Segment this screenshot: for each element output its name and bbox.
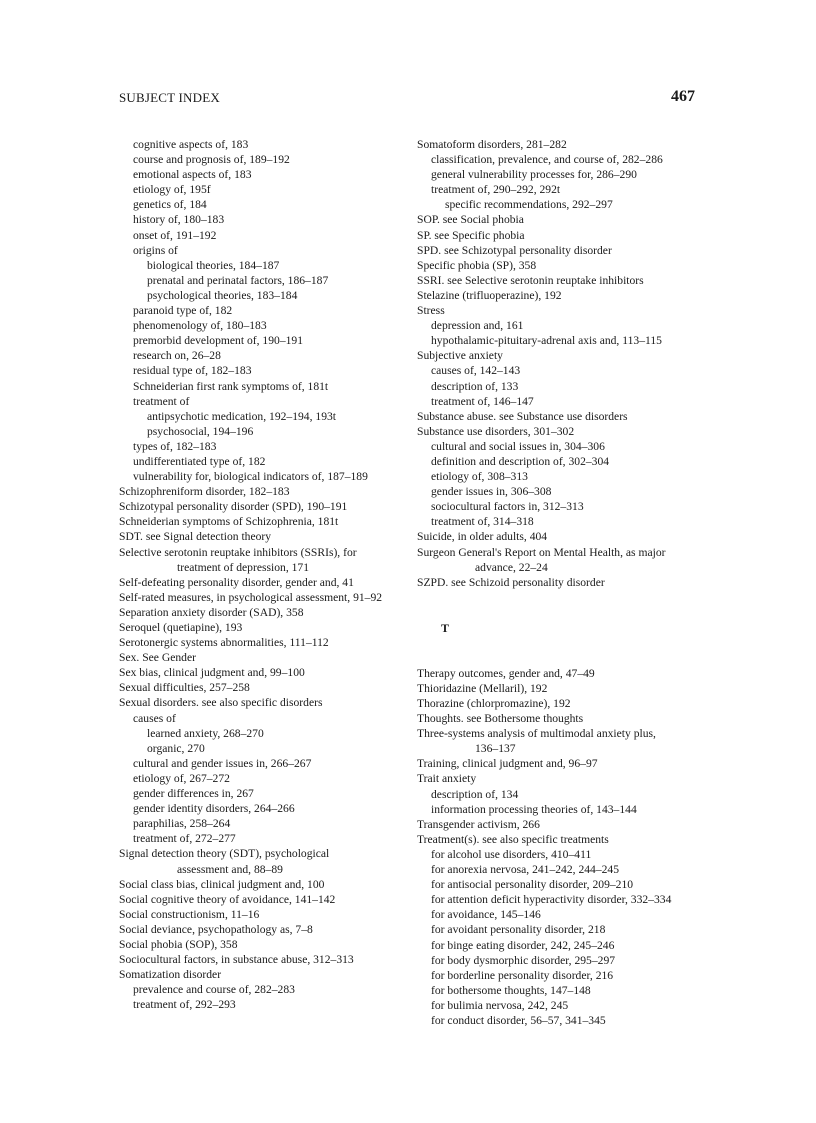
index-subentry: phenomenology of, 180–183 bbox=[133, 319, 267, 333]
index-entry: Social deviance, psychopathology as, 7–8 bbox=[119, 922, 313, 936]
index-subentry: description of, 133 bbox=[431, 379, 519, 393]
index-entry: Sex bias, clinical judgment and, 99–100 bbox=[119, 666, 305, 680]
index-entry: Stress bbox=[417, 304, 445, 318]
index-entry-continuation: advance, 22–24 bbox=[475, 560, 548, 574]
index-entry: Schizotypal personality disorder (SPD), 190–191 bbox=[119, 500, 348, 514]
index-subentry: for binge eating disorder, 242, 245–246 bbox=[431, 938, 615, 952]
running-head: SUBJECT INDEX bbox=[119, 90, 220, 105]
index-subentry: etiology of, 308–313 bbox=[431, 470, 528, 484]
index-entry: SPD. see Schizotypal personality disorder bbox=[417, 243, 612, 257]
index-entry: Signal detection theory (SDT), psychological bbox=[119, 847, 330, 861]
index-entry: Trait anxiety bbox=[417, 772, 477, 786]
index-entry: Self-rated measures, in psychological assessment, 91–92 bbox=[119, 590, 383, 604]
index-entry-continuation: assessment and, 88–89 bbox=[177, 862, 283, 876]
index-subentry: genetics of, 184 bbox=[133, 198, 207, 212]
index-entry: Social phobia (SOP), 358 bbox=[119, 937, 238, 951]
index-entry: Treatment(s). see also specific treatments bbox=[417, 832, 609, 846]
index-subentry: for conduct disorder, 56–57, 341–345 bbox=[431, 1013, 606, 1027]
index-subentry: cultural and gender issues in, 266–267 bbox=[133, 756, 312, 770]
index-subentry: gender issues in, 306–308 bbox=[431, 485, 552, 499]
index-subentry: description of, 134 bbox=[431, 787, 519, 801]
index-entry: Social cognitive theory of avoidance, 141–142 bbox=[119, 892, 336, 906]
index-subentry: for bothersome thoughts, 147–148 bbox=[431, 983, 591, 997]
index-subentry: origins of bbox=[133, 243, 178, 257]
index-subentry: paraphilias, 258–264 bbox=[133, 817, 231, 831]
index-entry: Thorazine (chlorpromazine), 192 bbox=[417, 697, 571, 710]
index-subentry: gender differences in, 267 bbox=[133, 787, 254, 801]
index-subentry: for borderline personality disorder, 216 bbox=[431, 968, 614, 982]
index-entry: Thoughts. see Bothersome thoughts bbox=[417, 712, 584, 726]
index-entry: Three-systems analysis of multimodal anxiety plus, bbox=[417, 727, 656, 741]
index-entry-continuation: treatment of depression, 171 bbox=[177, 560, 310, 574]
index-entry: Serotonergic systems abnormalities, 111–112 bbox=[119, 636, 329, 650]
index-subentry: undifferentiated type of, 182 bbox=[133, 454, 266, 468]
index-subentry: Schneiderian first rank symptoms of, 181t bbox=[133, 379, 329, 393]
index-subentry: emotional aspects of, 183 bbox=[133, 168, 252, 182]
index-entry: Training, clinical judgment and, 96–97 bbox=[417, 757, 598, 771]
index-entry: Somatization disorder bbox=[119, 968, 222, 982]
index-subentry: treatment of, 146–147 bbox=[431, 394, 534, 408]
index-subentry: treatment of, 290–292, 292t bbox=[431, 183, 561, 197]
index-entry: SP. see Specific phobia bbox=[417, 228, 525, 242]
index-subentry: sociocultural factors in, 312–313 bbox=[431, 500, 584, 514]
index-subentry: for alcohol use disorders, 410–411 bbox=[431, 847, 592, 861]
index-subentry: treatment of, 272–277 bbox=[133, 832, 236, 846]
index-entry: Substance use disorders, 301–302 bbox=[417, 424, 575, 438]
page-number: 467 bbox=[671, 88, 695, 105]
index-subentry: information processing theories of, 143–144 bbox=[431, 802, 637, 816]
index-entry: SOP. see Social phobia bbox=[417, 213, 524, 227]
index-subentry: for avoidance, 145–146 bbox=[431, 908, 541, 922]
index-entry: Social constructionism, 11–16 bbox=[119, 907, 260, 921]
index-subentry: learned anxiety, 268–270 bbox=[147, 726, 264, 740]
index-entry: SDT. see Signal detection theory bbox=[119, 530, 272, 544]
index-subentry: definition and description of, 302–304 bbox=[431, 454, 610, 468]
index-subentry: residual type of, 182–183 bbox=[133, 364, 252, 378]
index-subentry: cultural and social issues in, 304–306 bbox=[431, 439, 605, 453]
index-subentry: for antisocial personality disorder, 209–210 bbox=[431, 878, 634, 892]
index-entry: Subjective anxiety bbox=[417, 349, 503, 363]
index-subentry: classification, prevalence, and course of, 282–286 bbox=[431, 153, 663, 167]
index-subentry: gender identity disorders, 264–266 bbox=[133, 802, 295, 816]
index-subentry: cognitive aspects of, 183 bbox=[133, 138, 249, 151]
index-subentry: for body dysmorphic disorder, 295–297 bbox=[431, 953, 616, 967]
index-subentry: premorbid development of, 190–191 bbox=[133, 334, 304, 348]
index-subentry: treatment of, 292–293 bbox=[133, 998, 236, 1012]
index-column-left bbox=[119, 137, 415, 1012]
index-entry: Social class bias, clinical judgment and, 100 bbox=[119, 877, 325, 891]
index-subentry: vulnerability for, biological indicators of, 187–189 bbox=[133, 470, 368, 484]
index-entry: Selective serotonin reuptake inhibitors (SSRIs), for bbox=[119, 545, 357, 559]
index-entry: Suicide, in older adults, 404 bbox=[417, 530, 548, 544]
index-subentry: for avoidant personality disorder, 218 bbox=[431, 923, 606, 937]
index-entry: SSRI. see Selective serotonin reuptake inhibitors bbox=[417, 273, 644, 287]
index-subentry: organic, 270 bbox=[147, 741, 205, 755]
index-entry: Thioridazine (Mellaril), 192 bbox=[417, 681, 548, 695]
index-subentry: onset of, 191–192 bbox=[133, 228, 217, 242]
index-entry: Self-defeating personality disorder, gender and, 41 bbox=[119, 575, 354, 589]
index-subentry: prevalence and course of, 282–283 bbox=[133, 983, 295, 997]
index-group-t bbox=[417, 666, 707, 1028]
index-subentry: for bulimia nervosa, 242, 245 bbox=[431, 998, 569, 1012]
index-subentry: paranoid type of, 182 bbox=[133, 304, 233, 318]
index-subentry: types of, 182–183 bbox=[133, 439, 217, 453]
index-entry: Therapy outcomes, gender and, 47–49 bbox=[417, 666, 595, 680]
index-subentry: research on, 26–28 bbox=[133, 349, 221, 363]
index-entry: Schneiderian symptoms of Schizophrenia, 181t bbox=[119, 515, 339, 529]
index-subentry: for anorexia nervosa, 241–242, 244–245 bbox=[431, 863, 620, 877]
index-entry: Sexual disorders. see also specific disorders bbox=[119, 696, 323, 710]
index-entry: Sexual difficulties, 257–258 bbox=[119, 681, 250, 695]
index-subentry: psychosocial, 194–196 bbox=[147, 424, 254, 438]
index-subentry: prenatal and perinatal factors, 186–187 bbox=[147, 273, 329, 287]
index-entry: Seroquel (quetiapine), 193 bbox=[119, 621, 243, 634]
index-subentry: for attention deficit hyperactivity disorder, 332–334 bbox=[431, 893, 672, 907]
section-letter-t: T bbox=[441, 620, 450, 635]
index-subentry: treatment of bbox=[133, 394, 190, 408]
index-column-right bbox=[417, 137, 707, 1028]
index-subentry: course and prognosis of, 189–192 bbox=[133, 153, 290, 167]
index-subentry: general vulnerability processes for, 286–290 bbox=[431, 168, 637, 182]
index-entry-continuation: 136–137 bbox=[475, 742, 516, 756]
index-subentry: causes of bbox=[133, 711, 176, 725]
index-entry: Separation anxiety disorder (SAD), 358 bbox=[119, 605, 304, 619]
index-entry: Specific phobia (SP), 358 bbox=[417, 258, 537, 272]
index-entry: Schizophreniform disorder, 182–183 bbox=[119, 485, 290, 499]
index-subentry: specific recommendations, 292–297 bbox=[445, 198, 613, 212]
index-subentry: psychological theories, 183–184 bbox=[147, 288, 298, 302]
index-group-s bbox=[417, 137, 707, 590]
index-subentry: history of, 180–183 bbox=[133, 213, 225, 227]
index-entry: Substance abuse. see Substance use disorders bbox=[417, 409, 628, 423]
index-entry: Stelazine (trifluoperazine), 192 bbox=[417, 288, 562, 302]
index-subentry: treatment of, 314–318 bbox=[431, 515, 534, 529]
index-subentry: etiology of, 195f bbox=[133, 183, 211, 197]
index-entry: Sex. See Gender bbox=[119, 651, 196, 665]
index-entry: Somatoform disorders, 281–282 bbox=[417, 138, 567, 151]
index-subentry: causes of, 142–143 bbox=[431, 364, 521, 378]
index-entry: SZPD. see Schizoid personality disorder bbox=[417, 575, 605, 589]
index-subentry: biological theories, 184–187 bbox=[147, 258, 280, 272]
index-subentry: hypothalamic-pituitary-adrenal axis and, 113–115 bbox=[431, 334, 662, 348]
index-entry: Transgender activism, 266 bbox=[417, 817, 540, 831]
index-subentry: etiology of, 267–272 bbox=[133, 771, 230, 785]
index-entry: Sociocultural factors, in substance abuse, 312–313 bbox=[119, 953, 354, 967]
index-subentry: antipsychotic medication, 192–194, 193t bbox=[147, 409, 337, 423]
index-entry: Surgeon General's Report on Mental Health, as major bbox=[417, 545, 666, 559]
index-subentry: depression and, 161 bbox=[431, 319, 524, 333]
